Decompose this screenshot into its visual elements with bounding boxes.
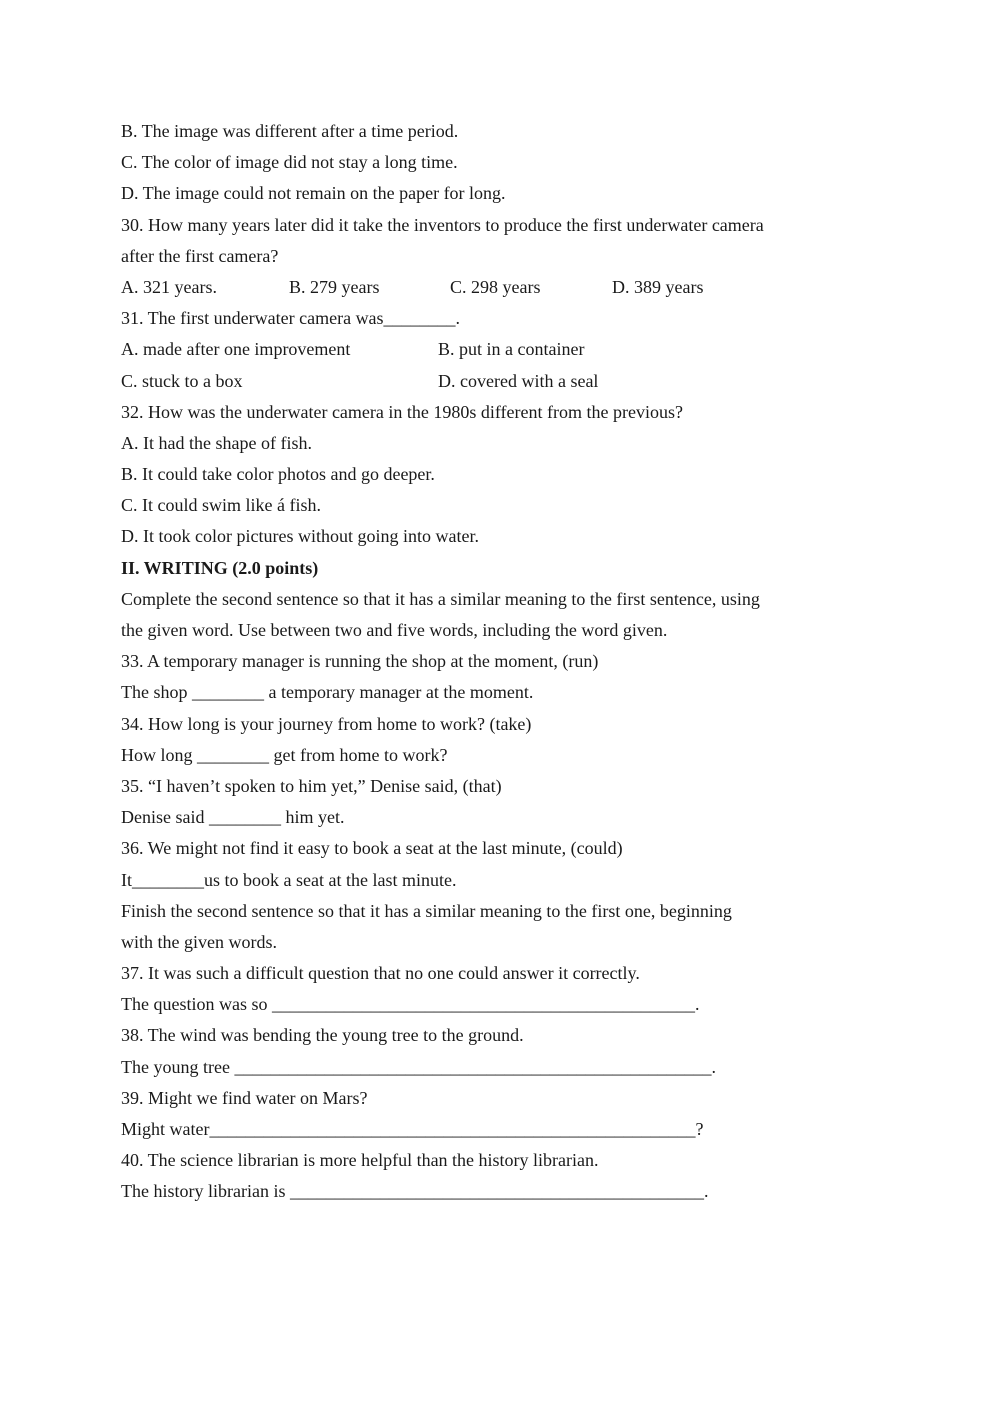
q40-answer-line: The history librarian is ______________________________________________. (121, 1181, 709, 1202)
q36-answer-line: It________us to book a seat at the last minute. (121, 869, 457, 890)
q35-prompt: 35. “I haven’t spoken to him yet,” Denise said, (that) (121, 775, 502, 796)
q30-stem-line1: 30. How many years later did it take the inventors to produce the first underwater camera (121, 214, 764, 235)
writing-instruction-2-line1: Finish the second sentence so that it has a similar meaning to the first one, beginning (121, 900, 732, 921)
q31-options-row1 (121, 334, 881, 365)
q37-answer-line: The question was so _______________________________________________. (121, 994, 700, 1015)
q32-option-c: C. It could swim like á fish. (121, 495, 321, 516)
q29-option-d: D. The image could not remain on the paper for long. (121, 183, 506, 204)
writing-instruction-1-line1: Complete the second sentence so that it has a similar meaning to the first sentence, using (121, 588, 760, 609)
q31-option-a: A. made after one improvement (121, 339, 351, 360)
writing-heading: II. WRITING (2.0 points) (121, 557, 319, 578)
q30-options (121, 272, 881, 303)
q30-stem-line2: after the first camera? (121, 245, 279, 266)
q38-answer-line: The young tree _____________________________________________________. (121, 1056, 716, 1077)
q34-answer-line: How long ________ get from home to work? (121, 744, 448, 765)
q36-prompt: 36. We might not find it easy to book a seat at the last minute, (could) (121, 838, 623, 859)
q29-option-b: B. The image was different after a time period. (121, 121, 459, 141)
q29-option-c: C. The color of image did not stay a long time. (121, 152, 458, 173)
q32-option-b: B. It could take color photos and go deeper. (121, 464, 435, 485)
q31-option-b: B. put in a container (438, 339, 585, 360)
q35-answer-line: Denise said ________ him yet. (121, 807, 345, 828)
q39-answer-line: Might water______________________________________________________? (121, 1119, 704, 1139)
q34-prompt: 34. How long is your journey from home to work? (take) (121, 713, 532, 734)
q30-option-b: B. 279 years (289, 276, 380, 297)
q37-prompt: 37. It was such a difficult question that no one could answer it correctly. (121, 963, 640, 984)
q31-options-row2 (121, 366, 881, 397)
q39-prompt: 39. Might we find water on Mars? (121, 1087, 368, 1108)
worksheet-page (121, 116, 881, 1208)
q38-prompt: 38. The wind was bending the young tree to the ground. (121, 1025, 524, 1046)
q32-option-a: A. It had the shape of fish. (121, 432, 312, 453)
q30-option-d: D. 389 years (612, 276, 704, 297)
q32-stem: 32. How was the underwater camera in the 1980s different from the previous? (121, 401, 683, 422)
q32-option-d: D. It took color pictures without going into water. (121, 526, 479, 547)
q33-answer-line: The shop ________ a temporary manager at the moment. (121, 682, 534, 703)
q31-option-d: D. covered with a seal (438, 370, 599, 391)
q31-stem: 31. The first underwater camera was________. (121, 308, 461, 329)
q33-prompt: 33. A temporary manager is running the shop at the moment, (run) (121, 651, 599, 672)
q31-option-c: C. stuck to a box (121, 370, 243, 391)
writing-instruction-2-line2: with the given words. (121, 931, 277, 952)
writing-instruction-1-line2: the given word. Use between two and five words, including the word given. (121, 620, 668, 640)
q30-option-c: C. 298 years (450, 276, 541, 297)
q40-prompt: 40. The science librarian is more helpful than the history librarian. (121, 1150, 599, 1171)
q30-option-a: A. 321 years. (121, 276, 217, 297)
